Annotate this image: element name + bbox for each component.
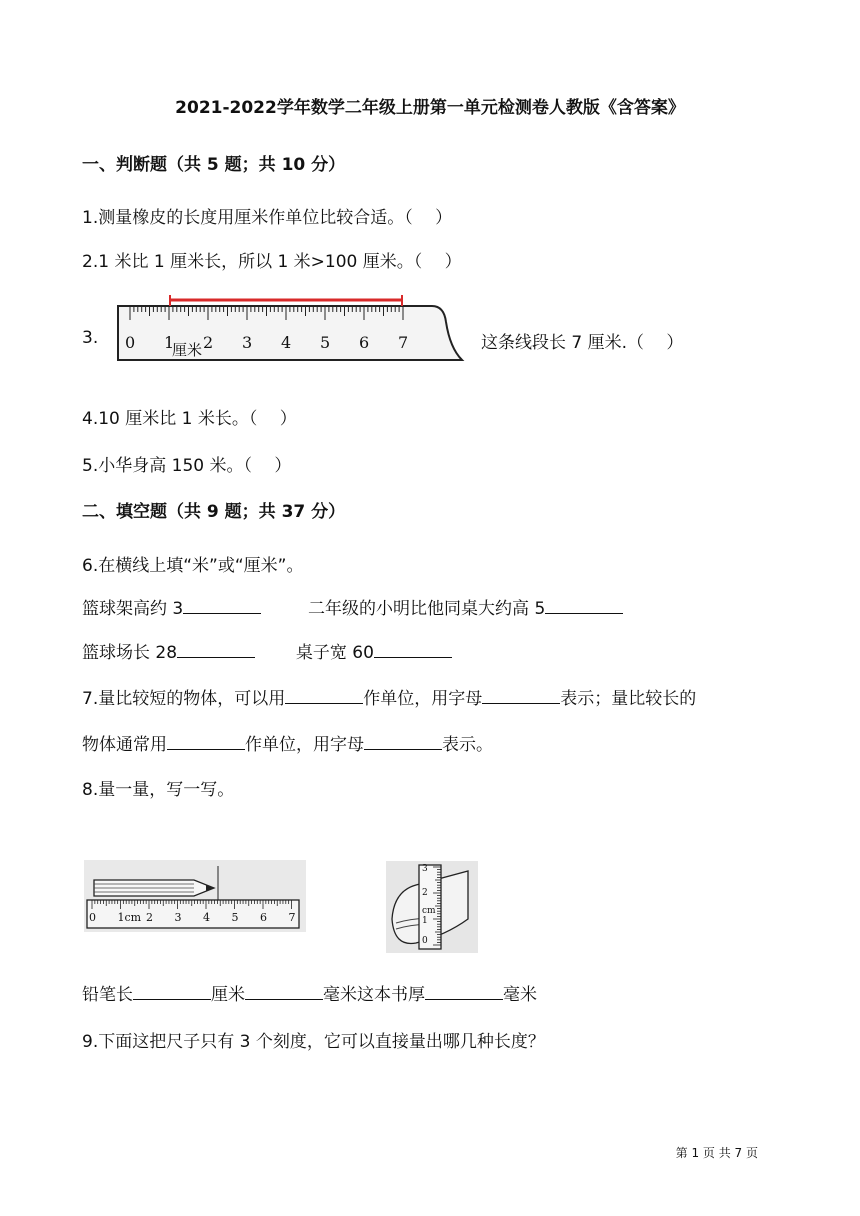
answer-blank[interactable]: [425, 981, 503, 1000]
q6-item-a: 篮球架高约 3: [82, 599, 184, 619]
question-7-line-1: [82, 684, 696, 709]
ruler-tick-label: 1cm: [117, 911, 142, 924]
question-6-line-1: [82, 594, 623, 619]
q6-item-c: 篮球场长 28: [82, 643, 178, 663]
ruler-tick-label: 1: [422, 916, 428, 926]
question-5: 5.小华身高 150 米。（ ）: [82, 456, 292, 476]
q7-text: 表示。: [442, 735, 493, 755]
answer-blank[interactable]: [374, 639, 452, 658]
ruler-tick-label: 3: [242, 333, 253, 352]
ruler-figure-q3: [110, 292, 470, 364]
ruler-tick-label: 6: [260, 911, 267, 924]
q7-text: 作单位，用字母: [245, 735, 364, 755]
ruler-tick-label: 3: [174, 911, 182, 924]
ruler-tick-label: cm: [422, 906, 436, 916]
question-8: 8.量一量，写一写。: [82, 780, 235, 800]
ruler-tick-label: 0: [422, 936, 428, 946]
ruler-tick-label: 6: [359, 333, 370, 352]
question-4: 4.10 厘米比 1 米长。（ ）: [82, 409, 297, 429]
ruler-tick-label: 5: [231, 911, 239, 924]
question-9: 9.下面这把尺子只有 3 个刻度，它可以直接量出哪几种长度？: [82, 1032, 545, 1052]
pencil-ruler-figure: [84, 860, 306, 932]
ruler-tick-label: 2: [422, 888, 428, 898]
q8-text: 厘米: [211, 985, 245, 1005]
question-3-text: 这条线段长 7 厘米.（ ）: [481, 333, 684, 353]
question-3-number: 3.: [82, 328, 99, 348]
ruler-tick-label: 2: [146, 911, 153, 924]
ruler-tick-label: 0: [89, 911, 96, 924]
page-footer: 第 1 页 共 7 页: [675, 1146, 758, 1160]
answer-blank[interactable]: [364, 731, 442, 750]
answer-blank[interactable]: [133, 981, 211, 1000]
q8-text: 铅笔长: [82, 985, 133, 1005]
question-1: 1.测量橡皮的长度用厘米作单位比较合适。（ ）: [82, 208, 453, 228]
unit-label: 厘米: [172, 341, 203, 359]
q7-text: 表示；量比较长的: [560, 689, 697, 709]
question-6: 6.在横线上填“米”或“厘米”。: [82, 556, 304, 576]
ruler-tick-label: 5: [320, 333, 331, 352]
q6-item-b: 二年级的小明比他同桌大约高 5: [308, 599, 546, 619]
answer-blank[interactable]: [285, 685, 363, 704]
answer-blank[interactable]: [245, 981, 323, 1000]
ruler-tick-label: 3: [422, 864, 428, 874]
book-ruler-figure: [386, 861, 478, 953]
section-heading-fill-blank: 二、填空题（共 9 题；共 37 分）: [82, 502, 346, 522]
q8-text: 毫米这本书厚: [323, 985, 425, 1005]
q7-text: 7.量比较短的物体，可以用: [82, 689, 286, 709]
question-7-line-2: [82, 730, 493, 755]
answer-blank[interactable]: [167, 731, 245, 750]
ruler-tick-label: 2: [203, 333, 214, 352]
q8-text: 毫米: [503, 985, 537, 1005]
q7-text: 作单位，用字母: [363, 689, 483, 709]
section-heading-judgement: 一、判断题（共 5 题；共 10 分）: [82, 155, 346, 175]
answer-blank[interactable]: [482, 685, 560, 704]
q7-text: 物体通常用: [82, 735, 167, 755]
ruler-tick-label: 4: [203, 911, 210, 924]
answer-blank[interactable]: [177, 639, 255, 658]
answer-blank[interactable]: [545, 595, 623, 614]
q6-item-d: 桌子宽 60: [295, 643, 374, 663]
question-2: 2.1 米比 1 厘米长，所以 1 米>100 厘米。（ ）: [82, 252, 462, 272]
ruler-tick-label: 7: [398, 333, 409, 352]
page-title: 2021-2022学年数学二年级上册第一单元检测卷人教版《含答案》: [175, 98, 685, 118]
ruler-tick-label: 4: [281, 333, 292, 352]
question-8-answer-line: [82, 980, 537, 1005]
answer-blank[interactable]: [183, 595, 261, 614]
ruler-tick-label: 7: [288, 911, 296, 924]
ruler-tick-label: 0: [125, 333, 136, 352]
ruler-tick-label: 1: [164, 333, 175, 352]
question-6-line-2: [82, 638, 452, 663]
